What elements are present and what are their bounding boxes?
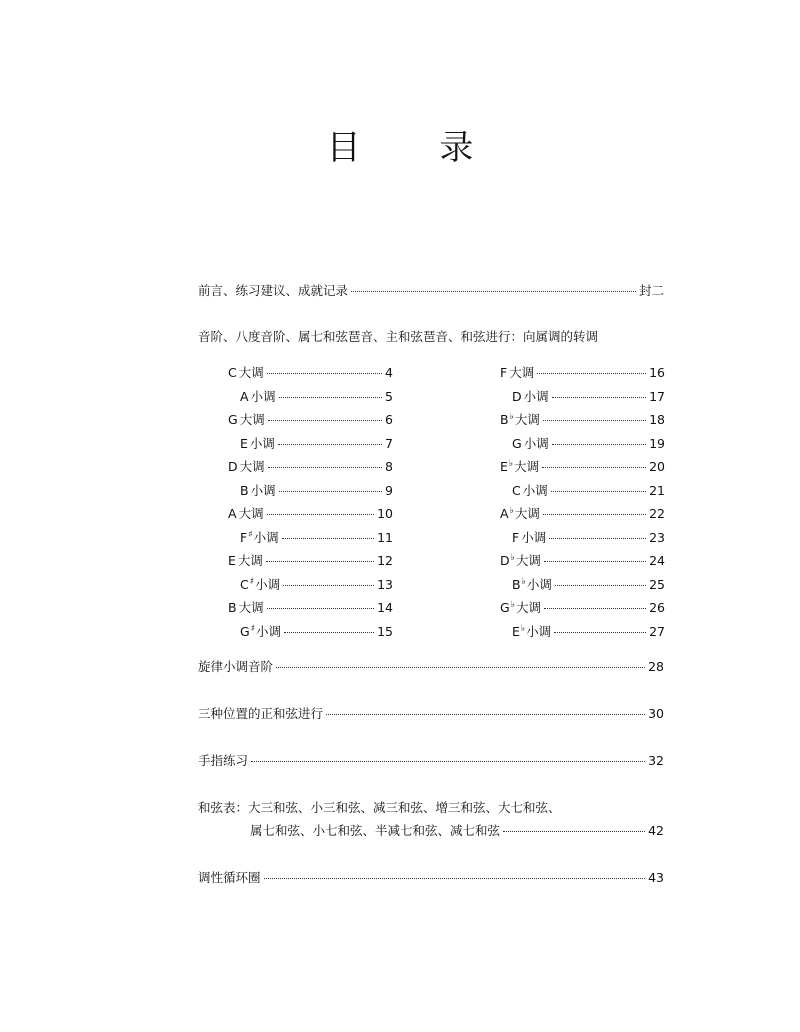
toc-entry-key[interactable] (500, 411, 665, 431)
leader-dots (549, 538, 646, 539)
key-name: E (240, 435, 248, 451)
key-name: G (500, 600, 510, 615)
leader-dots (278, 444, 382, 445)
leader-dots (268, 420, 382, 421)
leader-dots (266, 561, 374, 562)
toc-entry-page: 21 (649, 482, 665, 498)
key-mode: 大调 (239, 412, 265, 427)
leader-dots (251, 761, 645, 762)
key-mode: 小调 (526, 623, 552, 639)
leader-dots (503, 831, 645, 832)
toc-entry-label (240, 482, 276, 502)
leader-dots (551, 491, 646, 492)
toc-entry-page: 23 (649, 529, 665, 545)
key-mode: 大调 (238, 506, 264, 521)
toc-entry-key[interactable] (240, 482, 393, 502)
toc-entry-key[interactable] (512, 529, 665, 549)
key-name: E (512, 623, 520, 639)
toc-entry-three-positions[interactable] (198, 705, 664, 723)
key-name: G (228, 412, 238, 427)
toc-entry-preface[interactable] (198, 282, 664, 300)
key-mode: 小调 (250, 482, 276, 498)
key-mode: 小调 (249, 435, 275, 451)
key-mode: 小调 (523, 388, 549, 404)
toc-entry-key[interactable] (512, 388, 665, 408)
leader-dots (279, 397, 382, 398)
key-name: C (228, 365, 237, 380)
toc-entry-page: 20 (649, 459, 665, 474)
key-mode: 大调 (509, 365, 535, 380)
leader-dots (326, 714, 645, 715)
leader-dots (279, 491, 382, 492)
key-name: B (228, 600, 237, 615)
toc-entry-page: 27 (649, 623, 665, 639)
toc-entry-key[interactable] (240, 388, 393, 408)
key-mode: 大调 (238, 365, 264, 380)
toc-entry-key[interactable] (500, 599, 665, 619)
toc-entry-key[interactable] (228, 458, 393, 478)
toc-entry-label (500, 505, 540, 525)
key-name: D (500, 553, 510, 568)
leader-dots (544, 608, 646, 609)
key-mode: 大调 (514, 459, 540, 474)
leader-dots (267, 373, 382, 374)
toc-entry-key[interactable] (228, 411, 393, 431)
toc-entry-page: 14 (377, 600, 393, 615)
accidental-sign: ♭ (509, 506, 514, 516)
toc-entry-page: 12 (377, 553, 393, 568)
toc-entry-key[interactable] (500, 552, 665, 572)
accidental-sign: ♭ (508, 459, 514, 469)
toc-entry-label: 调性循环圈 (198, 870, 261, 885)
key-mode: 小调 (523, 435, 549, 451)
key-name: F (500, 365, 508, 380)
toc-entry-label: 前言、练习建议、成就记录 (198, 283, 349, 298)
key-name: F (512, 529, 520, 545)
key-mode: 小调 (250, 388, 276, 404)
key-name: F (240, 529, 248, 545)
key-name: A (500, 506, 509, 521)
accidental-sign: ♭ (509, 412, 514, 422)
toc-entry-melodic-minor[interactable] (198, 658, 664, 676)
leader-dots (544, 561, 646, 562)
key-mode: 大调 (239, 459, 265, 474)
key-name: B (512, 576, 521, 592)
toc-entry-page: 19 (649, 435, 665, 451)
toc-entry-page: 10 (377, 506, 393, 521)
key-name: D (512, 388, 522, 404)
key-mode: 大调 (515, 600, 541, 615)
leader-dots (267, 608, 375, 609)
toc-entry-label (240, 529, 279, 549)
leader-dots (552, 444, 646, 445)
toc-entry-label: 三种位置的正和弦进行 (198, 706, 324, 721)
toc-entry-label (240, 435, 275, 455)
toc-entry-label (512, 623, 551, 643)
leader-dots (537, 373, 646, 374)
key-name: A (228, 506, 237, 521)
toc-entry-page: 17 (649, 388, 665, 404)
leader-dots (268, 467, 382, 468)
leader-dots (351, 291, 636, 292)
toc-entry-page: 9 (385, 482, 393, 498)
accidental-sign: ♯ (249, 576, 255, 587)
toc-entry-label (240, 576, 280, 596)
key-mode: 大调 (515, 553, 541, 568)
toc-entry-label (228, 364, 264, 384)
toc-entry-key[interactable] (500, 364, 665, 384)
key-mode: 大调 (238, 600, 264, 615)
toc-entry-page: 15 (377, 623, 393, 639)
leader-dots (554, 632, 646, 633)
key-name: E (500, 459, 508, 474)
key-mode: 小调 (255, 576, 281, 592)
toc-entry-chord-table-line1[interactable]: 和弦表：大三和弦、小三和弦、减三和弦、增三和弦、大七和弦、 (198, 800, 561, 815)
toc-entry-key[interactable] (240, 435, 393, 455)
toc-entry-finger-exercises[interactable] (198, 752, 664, 770)
accidental-sign: ♭ (510, 553, 515, 563)
toc-entry-page: 42 (648, 823, 664, 838)
key-mode: 大调 (514, 506, 540, 521)
key-name: C (512, 482, 521, 498)
toc-entry-page: 11 (377, 529, 393, 545)
toc-entry-page: 26 (649, 600, 665, 615)
toc-entry-label (228, 458, 265, 478)
leader-dots (543, 420, 646, 421)
toc-entry-page: 13 (377, 576, 393, 592)
toc-entry-label (228, 411, 265, 431)
toc-entry-key[interactable] (240, 576, 393, 596)
toc-entry-label: 手指练习 (198, 753, 249, 768)
toc-entry-page: 18 (649, 412, 665, 427)
toc-entry-key[interactable] (228, 599, 393, 619)
toc-entry-key[interactable] (512, 623, 665, 643)
key-mode: 小调 (526, 576, 552, 592)
leader-dots (284, 632, 374, 633)
toc-entry-label: 旋律小调音阶 (198, 659, 274, 674)
toc-entry-label (500, 411, 540, 431)
toc-entry-label (512, 529, 546, 549)
toc-entry-label (500, 599, 541, 619)
section-heading-scales: 音阶、八度音阶、属七和弦琶音、主和弦琶音、和弦进行：向属调的转调 (198, 329, 599, 344)
toc-entry-page: 43 (648, 870, 664, 885)
toc-entry-key[interactable] (228, 505, 393, 525)
key-name: D (228, 459, 238, 474)
key-mode: 小调 (522, 482, 548, 498)
toc-entry-key[interactable] (512, 482, 665, 502)
toc-entry-label (512, 388, 549, 408)
toc-entry-label (228, 505, 264, 525)
toc-entry-page: 30 (648, 706, 664, 721)
toc-entry-key[interactable] (240, 623, 393, 643)
leader-dots (276, 667, 645, 668)
toc-entry-key[interactable] (228, 364, 393, 384)
toc-entry-label (228, 599, 264, 619)
toc-entry-page: 24 (649, 553, 665, 568)
key-mode: 大调 (514, 412, 540, 427)
toc-entry-page: 22 (649, 506, 665, 521)
toc-entry-label (500, 552, 541, 572)
toc-entry-label (512, 435, 549, 455)
leader-dots (283, 585, 374, 586)
accidental-sign: ♭ (521, 576, 526, 587)
key-name: B (500, 412, 509, 427)
accidental-sign: ♭ (520, 623, 526, 634)
key-name: G (240, 623, 250, 639)
toc-entry-key[interactable] (500, 458, 665, 478)
key-name: C (240, 576, 249, 592)
key-name: G (512, 435, 522, 451)
toc-entry-key[interactable] (512, 435, 665, 455)
toc-entry-page: 25 (649, 576, 665, 592)
toc-entry-key[interactable] (512, 576, 665, 596)
key-mode: 小调 (256, 623, 282, 639)
key-mode: 小调 (253, 529, 279, 545)
leader-dots (555, 585, 646, 586)
leader-dots (542, 467, 646, 468)
accidental-sign: ♯ (250, 623, 256, 634)
leader-dots (267, 514, 375, 515)
toc-entry-page: 6 (385, 412, 393, 427)
toc-entry-key[interactable] (240, 529, 393, 549)
toc-entry-page: 16 (649, 365, 665, 380)
leader-dots (543, 514, 646, 515)
toc-entry-label (240, 388, 276, 408)
toc-entry-page: 28 (648, 659, 664, 674)
toc-entry-key[interactable] (500, 505, 665, 525)
key-name: B (240, 482, 249, 498)
toc-entry-page: 5 (385, 388, 393, 404)
toc-entry-label (512, 576, 552, 596)
key-name: E (228, 553, 236, 568)
toc-entry-page: 4 (385, 365, 393, 380)
toc-entry-page: 32 (648, 753, 664, 768)
toc-entry-label (512, 482, 548, 502)
leader-dots (264, 878, 646, 879)
accidental-sign: ♯ (248, 529, 253, 540)
toc-entry-page: 8 (385, 459, 393, 474)
toc-entry-label (240, 623, 281, 643)
toc-entry-label: 属七和弦、小七和弦、半减七和弦、减七和弦 (250, 823, 501, 838)
toc-entry-label (228, 552, 263, 572)
toc-entry-label (500, 364, 534, 384)
key-mode: 大调 (237, 553, 263, 568)
leader-dots (552, 397, 646, 398)
toc-entry-label (500, 458, 539, 478)
toc-entry-page: 封二 (638, 283, 664, 298)
toc-entry-key[interactable] (228, 552, 393, 572)
accidental-sign: ♭ (510, 600, 515, 610)
toc-entry-page: 7 (385, 435, 393, 451)
toc-entry-circle-of-fifths[interactable] (198, 869, 664, 887)
leader-dots (282, 538, 375, 539)
page-title: 目 录 (326, 128, 508, 168)
key-name: A (240, 388, 249, 404)
key-mode: 小调 (521, 529, 547, 545)
toc-entry-chord-table[interactable] (250, 822, 664, 840)
